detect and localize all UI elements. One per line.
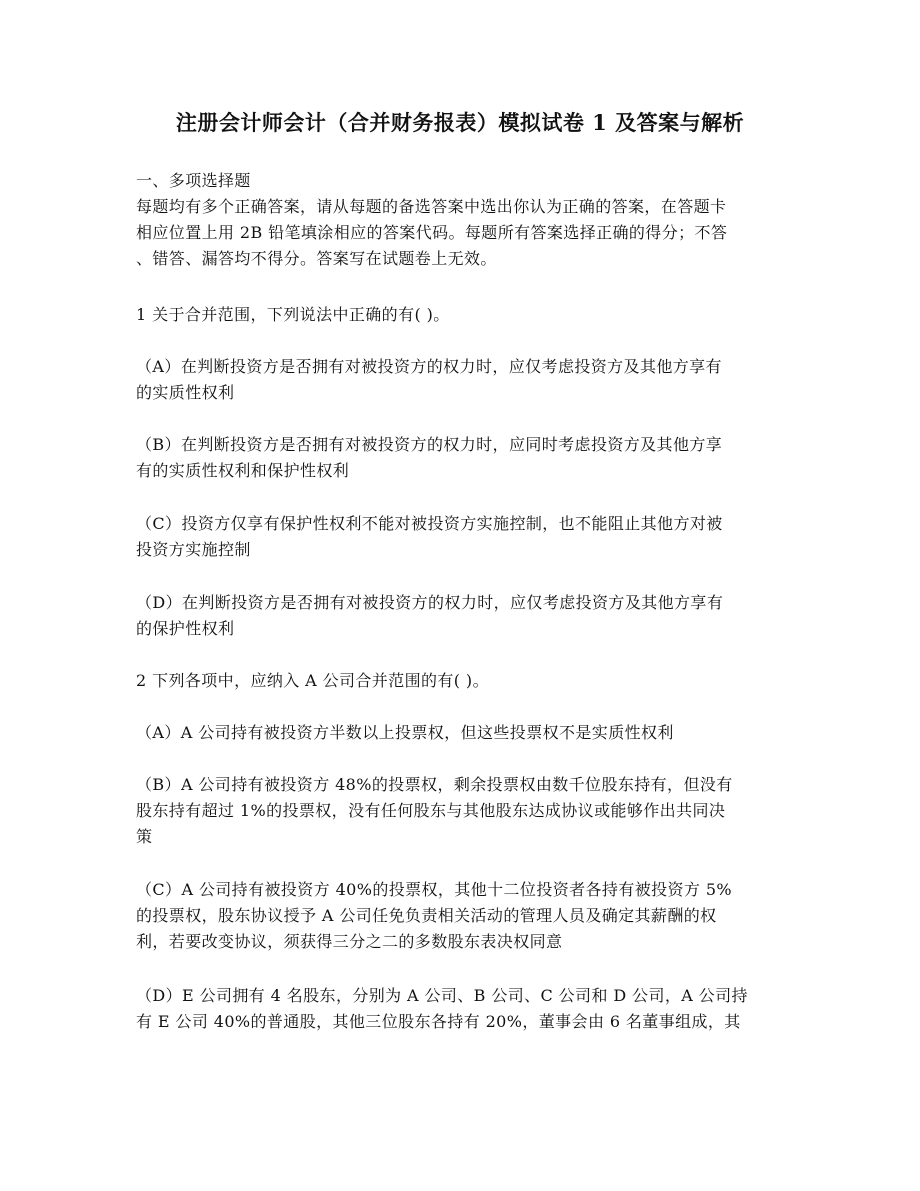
option-line: （C）A 公司持有被投资方 40%的投票权，其他十二位投资者各持有被投资方 5% bbox=[136, 880, 733, 899]
instructions-line: 、错答、漏答均不得分。答案写在试题卷上无效。 bbox=[136, 249, 497, 268]
option-line: （B）在判断投资方是否拥有对被投资方的权力时，应同时考虑投资方及其他方享 bbox=[136, 435, 723, 454]
question-1-option-d bbox=[136, 590, 786, 642]
question-stem: 1 关于合并范围，下列说法中正确的有( )。 bbox=[136, 305, 450, 324]
question-2-option-a bbox=[136, 720, 786, 746]
section-intro bbox=[136, 168, 786, 272]
page-title: 注册会计师会计（合并财务报表）模拟试卷 1 及答案与解析 bbox=[175, 110, 745, 135]
question-2-option-b bbox=[136, 772, 786, 850]
question-1-stem bbox=[136, 302, 786, 328]
question-stem: 2 下列各项中，应纳入 A 公司合并范围的有( )。 bbox=[136, 671, 489, 690]
option-line: （A）在判断投资方是否拥有对被投资方的权力时，应仅考虑投资方及其他方享有 bbox=[136, 357, 722, 376]
option-line: （D）E 公司拥有 4 名股东，分别为 A 公司、B 公司、C 公司和 D 公司，A 公司持 bbox=[136, 986, 748, 1005]
option-line: 策 bbox=[136, 827, 153, 846]
section-heading: 一、多项选择题 bbox=[136, 171, 251, 190]
option-line: 有的实质性权利和保护性权利 bbox=[136, 461, 350, 480]
option-line: 的实质性权利 bbox=[136, 383, 235, 402]
option-line: 利，若要改变协议，须获得三分之二的多数股东表决权同意 bbox=[136, 932, 563, 951]
question-2-option-c bbox=[136, 877, 786, 955]
option-line: 的保护性权利 bbox=[136, 619, 235, 638]
option-line: （B）A 公司持有被投资方 48%的投票权，剩余投票权由数千位股东持有，但没有 bbox=[136, 775, 733, 794]
option-line: 投资方实施控制 bbox=[136, 540, 251, 559]
option-line: （A）A 公司持有被投资方半数以上投票权，但这些投票权不是实质性权利 bbox=[136, 723, 674, 742]
question-1-option-a bbox=[136, 354, 786, 406]
question-1-option-c bbox=[136, 511, 786, 563]
instructions-line: 相应位置上用 2B 铅笔填涂相应的答案代码。每题所有答案选择正确的得分；不答 bbox=[136, 223, 728, 242]
question-1-option-b bbox=[136, 432, 786, 484]
option-line: 股东持有超过 1%的投票权，没有任何股东与其他股东达成协议或能够作出共同决 bbox=[136, 801, 726, 820]
option-line: 的投票权，股东协议授予 A 公司任免负责相关活动的管理人员及确定其薪酬的权 bbox=[136, 906, 717, 925]
option-line: （D）在判断投资方是否拥有对被投资方的权力时，应仅考虑投资方及其他方享有 bbox=[136, 593, 724, 612]
question-2-stem bbox=[136, 668, 786, 694]
instructions-line: 每题均有多个正确答案，请从每题的备选答案中选出你认为正确的答案，在答题卡 bbox=[136, 197, 727, 216]
question-2-option-d bbox=[136, 983, 786, 1035]
option-line: （C）投资方仅享有保护性权利不能对被投资方实施控制，也不能阻止其他方对被 bbox=[136, 514, 723, 533]
option-line: 有 E 公司 40%的普通股，其他三位股东各持有 20%，董事会由 6 名董事组成，其 bbox=[136, 1012, 741, 1031]
